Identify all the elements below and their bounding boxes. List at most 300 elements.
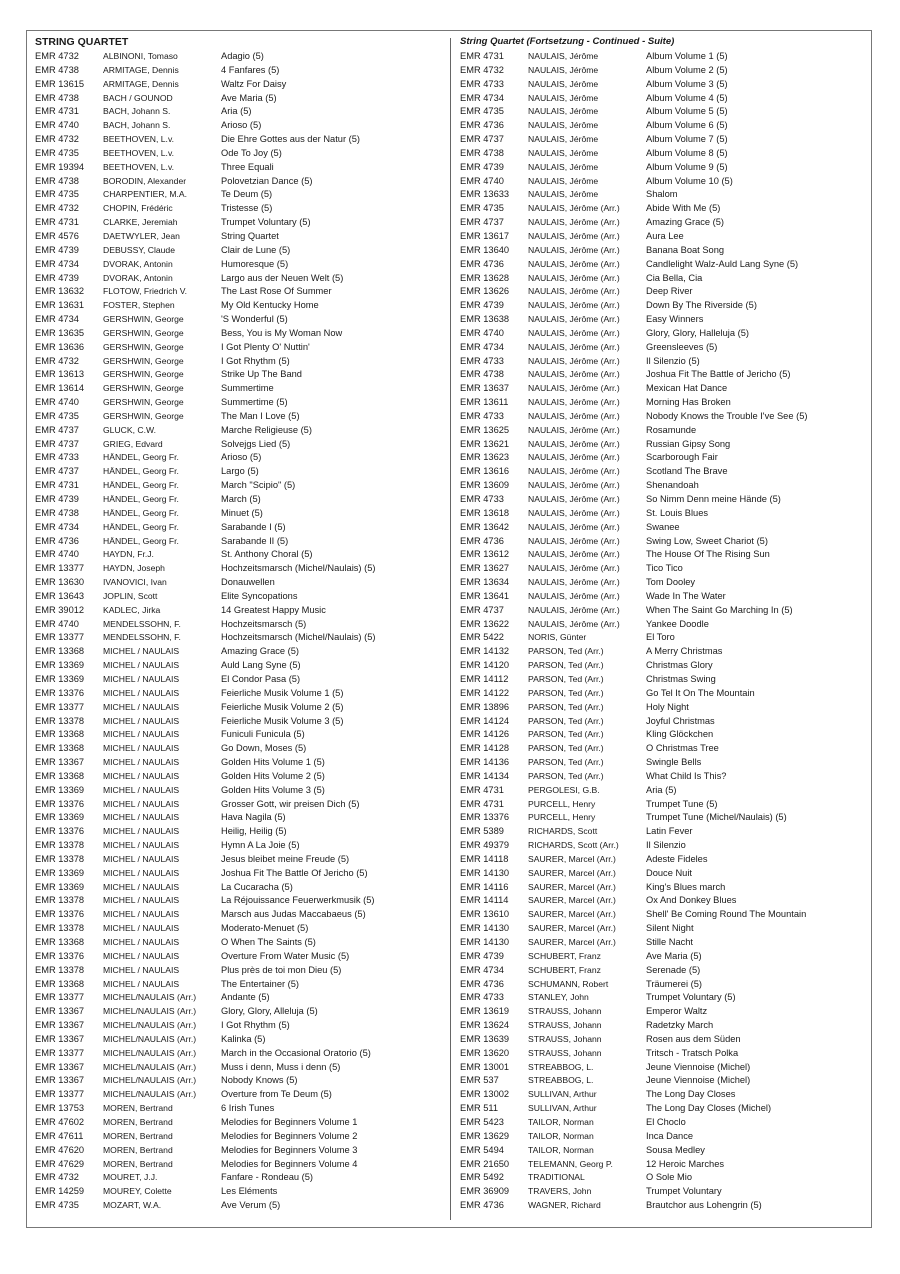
piece-title: Golden Hits Volume 3 (5) [221,784,325,795]
piece-title: Shell' Be Coming Round The Mountain [646,909,807,920]
catalog-row [35,853,445,867]
catalog-number: EMR 13622 [460,618,510,629]
catalog-number: EMR 14134 [460,770,510,781]
catalog-row [460,728,865,742]
composer-name: NAULAIS, Jérôme (Arr.) [528,327,620,338]
right-column [460,34,865,1213]
catalog-row [35,701,445,715]
composer-name: NAULAIS, Jérôme (Arr.) [528,258,620,269]
composer-name: WAGNER, Richard [528,1200,601,1211]
composer-name: NAULAIS, Jérôme [528,189,599,200]
piece-title: Album Volume 7 (5) [646,134,728,145]
composer-name: MICHEL/NAULAIS (Arr.) [103,1006,197,1017]
piece-title: Polovetzian Dance (5) [221,175,313,186]
piece-title: Hymn A La Joie (5) [221,840,300,851]
composer-name: MICHEL / NAULAIS [103,867,180,878]
piece-title: Melodies for Beginners Volume 3 [221,1144,358,1155]
composer-name: MICHEL / NAULAIS [103,687,180,698]
catalog-number: EMR 4738 [35,92,79,103]
composer-name: NAULAIS, Jérôme (Arr.) [528,272,620,283]
catalog-row [35,1088,445,1102]
catalog-number: EMR 13625 [460,424,510,435]
piece-title: Adagio (5) [221,51,264,61]
composer-name: PARSON, Ted (Arr.) [528,729,604,740]
piece-title: What Child Is This? [646,770,727,781]
composer-name: PARSON, Ted (Arr.) [528,687,604,698]
catalog-number: EMR 13377 [35,1047,85,1058]
piece-title: Feierliche Musik Volume 3 (5) [221,715,344,726]
catalog-row [460,424,865,438]
catalog-row [460,105,865,119]
catalog-row [35,382,445,396]
catalog-row [460,327,865,341]
piece-title: Kalinka (5) [221,1033,266,1044]
composer-name: MICHEL / NAULAIS [103,909,180,920]
catalog-row [460,1158,865,1172]
catalog-row [460,133,865,147]
catalog-number: EMR 13376 [35,798,85,809]
catalog-number: EMR 13367 [35,1075,85,1086]
catalog-row [460,645,865,659]
catalog-number: EMR 13367 [35,757,85,768]
catalog-number: EMR 13376 [35,909,85,920]
catalog-number: EMR 5422 [460,632,504,643]
piece-title: Ox And Donkey Blues [646,895,737,906]
composer-name: DVORAK, Antonin [103,272,173,283]
piece-title: 'S Wonderful (5) [221,314,288,325]
catalog-number: EMR 4737 [460,217,504,228]
composer-name: SAURER, Marcel (Arr.) [528,853,616,864]
composer-name: NAULAIS, Jérôme (Arr.) [528,577,620,588]
catalog-row [460,881,865,895]
composer-name: MICHEL/NAULAIS (Arr.) [103,1075,197,1086]
catalog-row [35,133,445,147]
piece-title: Fanfare - Rondeau (5) [221,1172,313,1183]
composer-name: NAULAIS, Jérôme (Arr.) [528,341,620,352]
composer-name: MOREN, Bertrand [103,1103,173,1114]
catalog-row [35,535,445,549]
catalog-row [35,784,445,798]
catalog-number: EMR 13631 [35,300,85,311]
catalog-row [460,355,865,369]
piece-title: Plus près de toi mon Dieu (5) [221,964,342,975]
piece-title: A Merry Christmas [646,646,723,657]
catalog-number: EMR 4735 [460,106,504,117]
catalog-row [35,548,445,562]
catalog-number: EMR 13369 [35,673,85,684]
piece-title: Christmas Glory [646,660,713,671]
piece-title: Die Ehre Gottes aus der Natur (5) [221,134,360,145]
piece-title: Radetzky March [646,1020,714,1031]
catalog-number: EMR 13377 [35,632,85,643]
piece-title: St. Louis Blues [646,507,709,518]
catalog-row [460,1005,865,1019]
catalog-row [460,991,865,1005]
catalog-row [35,839,445,853]
catalog-row [35,244,445,258]
catalog-number: EMR 4740 [35,549,79,560]
composer-name: GRIEG, Edvard [103,438,163,449]
composer-name: TELEMANN, Georg P. [528,1158,613,1169]
catalog-row [35,1074,445,1088]
catalog-row [35,341,445,355]
catalog-number: EMR 4734 [460,964,504,975]
catalog-number: EMR 4731 [35,480,79,491]
composer-name: GERSHWIN, George [103,383,184,394]
catalog-row [35,715,445,729]
catalog-number: EMR 13624 [460,1020,510,1031]
piece-title: Donauwellen [221,577,275,588]
catalog-row [460,1199,865,1213]
piece-title: Glory, Glory, Halleluja (5) [646,327,749,338]
composer-name: NAULAIS, Jérôme (Arr.) [528,549,620,560]
catalog-row [35,576,445,590]
composer-name: PARSON, Ted (Arr.) [528,660,604,671]
catalog-number: EMR 14128 [460,743,510,754]
composer-name: FLOTOW, Friedrich V. [103,286,188,297]
catalog-number: EMR 4737 [460,604,504,615]
composer-name: NAULAIS, Jérôme (Arr.) [528,563,620,574]
catalog-row [460,562,865,576]
composer-name: SULLIVAN, Arthur [528,1089,597,1100]
catalog-row [35,964,445,978]
catalog-row [460,1088,865,1102]
piece-title: Holy Night [646,701,689,712]
composer-name: MOREN, Bertrand [103,1158,173,1169]
catalog-row [460,230,865,244]
catalog-number: EMR 13626 [460,286,510,297]
catalog-row [35,521,445,535]
catalog-number: EMR 4735 [35,147,79,158]
composer-name: TAILOR, Norman [528,1144,594,1155]
piece-title: Nobody Knows (5) [221,1075,298,1086]
catalog-row [460,272,865,286]
section-heading: STRING QUARTET [35,36,129,48]
composer-name: HAYDN, Fr.J. [103,549,154,560]
catalog-row [460,908,865,922]
catalog-row [35,659,445,673]
composer-name: SCHUMANN, Robert [528,978,609,989]
composer-name: MICHEL / NAULAIS [103,798,180,809]
composer-name: NAULAIS, Jérôme [528,106,599,117]
piece-title: Amazing Grace (5) [646,217,725,228]
catalog-number: EMR 13378 [35,853,85,864]
catalog-row [35,631,445,645]
composer-name: MICHEL / NAULAIS [103,784,180,795]
composer-name: NAULAIS, Jérôme (Arr.) [528,286,620,297]
catalog-number: EMR 13619 [460,1006,510,1017]
piece-title: Album Volume 1 (5) [646,51,728,61]
catalog-number: EMR 4737 [460,134,504,145]
catalog-row [460,438,865,452]
composer-name: NAULAIS, Jérôme (Arr.) [528,244,620,255]
piece-title: Feierliche Musik Volume 1 (5) [221,687,344,698]
piece-title: Grosser Gott, wir preisen Dich (5) [221,798,360,809]
composer-name: ALBINONI, Tomaso [103,51,178,61]
piece-title: Ave Maria (5) [646,950,702,961]
catalog-row [35,618,445,632]
catalog-row [35,105,445,119]
piece-title: Arioso (5) [221,120,262,131]
composer-name: STREABBOG, L. [528,1075,594,1086]
catalog-number: EMR 13620 [460,1047,510,1058]
piece-title: Album Volume 10 (5) [646,175,733,186]
catalog-row [35,507,445,521]
catalog-number: EMR 5494 [460,1144,504,1155]
composer-name: MOURET, J.J. [103,1172,158,1183]
piece-title: Morning Has Broken [646,397,731,408]
catalog-row [35,327,445,341]
catalog-row [35,78,445,92]
catalog-row [35,1019,445,1033]
piece-title: Silent Night [646,923,694,934]
composer-name: MICHEL/NAULAIS (Arr.) [103,1033,197,1044]
piece-title: Moderato-Menuet (5) [221,923,309,934]
catalog-number: EMR 13369 [35,784,85,795]
piece-title: Brautchor aus Lohengrin (5) [646,1200,762,1211]
catalog-row [35,1130,445,1144]
composer-name: MICHEL / NAULAIS [103,923,180,934]
composer-name: PARSON, Ted (Arr.) [528,701,604,712]
composer-name: BEETHOVEN, L.v. [103,147,174,158]
catalog-row [35,50,445,64]
composer-name: MICHEL/NAULAIS (Arr.) [103,1047,197,1058]
piece-title: The Entertainer (5) [221,978,300,989]
composer-name: MICHEL / NAULAIS [103,978,180,989]
piece-title: Melodies for Beginners Volume 4 [221,1158,358,1169]
catalog-number: EMR 13617 [460,230,510,241]
catalog-number: EMR 4733 [460,78,504,89]
composer-name: NAULAIS, Jérôme (Arr.) [528,618,620,629]
composer-name: SCHUBERT, Franz [528,964,601,975]
composer-name: TRADITIONAL [528,1172,585,1183]
catalog-number: EMR 13378 [35,964,85,975]
piece-title: Melodies for Beginners Volume 1 [221,1116,358,1127]
catalog-row [35,119,445,133]
catalog-row [460,78,865,92]
piece-title: Yankee Doodle [646,618,709,629]
composer-name: HÄNDEL, Georg Fr. [103,507,179,518]
catalog-row [460,1171,865,1185]
composer-name: NAULAIS, Jérôme (Arr.) [528,535,620,546]
catalog-number: EMR 4738 [35,64,79,75]
catalog-number: EMR 4739 [460,161,504,172]
catalog-row [460,188,865,202]
catalog-row [460,784,865,798]
composer-name: MICHEL / NAULAIS [103,950,180,961]
catalog-number: EMR 13634 [460,577,510,588]
catalog-row [460,548,865,562]
catalog-number: EMR 4738 [35,507,79,518]
piece-title: Aria (5) [646,784,677,795]
catalog-row [460,825,865,839]
catalog-number: EMR 4731 [460,798,504,809]
catalog-number: EMR 47629 [35,1158,85,1169]
piece-title: Arioso (5) [221,452,262,463]
piece-title: Nobody Knows the Trouble I've See (5) [646,410,808,421]
composer-name: SULLIVAN, Arthur [528,1103,597,1114]
catalog-number: EMR 4737 [35,466,79,477]
catalog-number: EMR 13614 [35,383,85,394]
piece-title: Album Volume 3 (5) [646,78,728,89]
composer-name: NAULAIS, Jérôme [528,147,599,158]
catalog-number: EMR 5389 [460,826,504,837]
catalog-row [460,507,865,521]
column-divider [450,38,451,1220]
catalog-number: EMR 537 [460,1075,499,1086]
catalog-row [460,451,865,465]
catalog-number: EMR 4737 [35,438,79,449]
catalog-number: EMR 13377 [35,563,85,574]
composer-name: NAULAIS, Jérôme (Arr.) [528,466,620,477]
catalog-row [35,1185,445,1199]
piece-title: Les Eléments [221,1186,278,1197]
catalog-number: EMR 13632 [35,286,85,297]
catalog-row [460,673,865,687]
piece-title: El Toro [646,632,675,643]
catalog-row [460,161,865,175]
piece-title: Trumpet Voluntary [646,1186,722,1197]
composer-name: NAULAIS, Jérôme (Arr.) [528,355,620,366]
catalog-number: EMR 13368 [35,729,85,740]
piece-title: The House Of The Rising Sun [646,549,770,560]
catalog-row [460,368,865,382]
catalog-row [35,604,445,618]
catalog-number: EMR 13001 [460,1061,510,1072]
composer-name: HÄNDEL, Georg Fr. [103,480,179,491]
piece-title: Marche Religieuse (5) [221,424,312,435]
piece-title: O When The Saints (5) [221,937,316,947]
catalog-number: EMR 13896 [460,701,510,712]
catalog-number: EMR 13753 [35,1103,85,1114]
composer-name: PARSON, Ted (Arr.) [528,715,604,726]
composer-name: MICHEL / NAULAIS [103,743,180,754]
piece-title: El Condor Pasa (5) [221,673,301,684]
catalog-number: EMR 4740 [35,618,79,629]
piece-title: The Long Day Closes (Michel) [646,1103,772,1114]
catalog-number: EMR 4739 [35,272,79,283]
piece-title: The Last Rose Of Summer [221,286,332,297]
composer-name: BACH, Johann S. [103,106,171,117]
composer-name: STRAUSS, Johann [528,1020,602,1031]
catalog-row [460,382,865,396]
catalog-row [35,479,445,493]
catalog-row [460,50,865,64]
piece-title: Overture From Water Music (5) [221,950,350,961]
catalog-number: EMR 14130 [460,937,510,947]
composer-name: PURCELL, Henry [528,798,596,809]
catalog-number: EMR 13369 [35,881,85,892]
catalog-row [35,175,445,189]
catalog-row [460,535,865,549]
composer-name: SAURER, Marcel (Arr.) [528,867,616,878]
piece-title: Serenade (5) [646,964,701,975]
composer-name: MOZART, W.A. [103,1200,162,1211]
catalog-number: EMR 13377 [35,1089,85,1100]
catalog-number: EMR 13376 [460,812,510,823]
catalog-number: EMR 4734 [460,92,504,103]
catalog-number: EMR 4732 [35,134,79,145]
catalog-number: EMR 4736 [460,120,504,131]
catalog-row [460,92,865,106]
piece-title: Shenandoah [646,480,699,491]
catalog-row [460,770,865,784]
catalog-number: EMR 13367 [35,1061,85,1072]
composer-name: HÄNDEL, Georg Fr. [103,466,179,477]
continued-heading: String Quartet (Fortsetzung - Continued - Suite) [460,36,675,47]
catalog-number: EMR 4735 [35,410,79,421]
composer-name: MENDELSSOHN, F. [103,632,181,643]
piece-title: Marsch aus Judas Maccabaeus (5) [221,909,366,920]
catalog-number: EMR 4731 [35,106,79,117]
composer-name: BACH, Johann S. [103,120,171,131]
catalog-number: EMR 14126 [460,729,510,740]
piece-title: So Nimm Denn meine Hände (5) [646,494,781,504]
catalog-row [460,756,865,770]
piece-title: March in the Occasional Oratorio (5) [221,1047,371,1058]
catalog-number: EMR 4738 [35,175,79,186]
composer-name: NAULAIS, Jérôme (Arr.) [528,424,620,435]
composer-name: RICHARDS, Scott [528,826,598,837]
catalog-row [460,313,865,327]
piece-title: Sarabande I (5) [221,521,286,532]
piece-title: 6 Irish Tunes [221,1103,275,1114]
composer-name: NAULAIS, Jérôme (Arr.) [528,217,620,228]
piece-title: Ave Verum (5) [221,1200,281,1211]
catalog-number: EMR 4736 [460,1200,504,1211]
catalog-row [35,410,445,424]
piece-title: Emperor Waltz [646,1006,708,1017]
composer-name: NAULAIS, Jérôme (Arr.) [528,397,620,408]
catalog-number: EMR 4733 [460,355,504,366]
catalog-row [460,631,865,645]
piece-title: Go Down, Moses (5) [221,743,307,754]
catalog-number: EMR 13643 [35,590,85,601]
catalog-number: EMR 47602 [35,1116,85,1127]
composer-name: NAULAIS, Jérôme (Arr.) [528,369,620,380]
catalog-row [35,811,445,825]
composer-name: ARMITAGE, Dennis [103,78,179,89]
composer-name: NAULAIS, Jérôme (Arr.) [528,438,620,449]
piece-title: Aura Lee [646,230,684,241]
catalog-row [35,1061,445,1075]
catalog-number: EMR 13369 [35,812,85,823]
catalog-row [460,202,865,216]
composer-name: TAILOR, Norman [528,1130,594,1141]
piece-title: Trumpet Voluntary (5) [221,217,311,228]
catalog-row [35,1144,445,1158]
catalog-number: EMR 4735 [35,1200,79,1211]
catalog-row [35,936,445,950]
catalog-number: EMR 13367 [35,1020,85,1031]
composer-name: GERSHWIN, George [103,314,184,325]
composer-name: MICHEL / NAULAIS [103,701,180,712]
catalog-row [460,853,865,867]
catalog-number: EMR 4739 [35,494,79,504]
catalog-number: EMR 13376 [35,687,85,698]
catalog-row [460,867,865,881]
catalog-row [35,770,445,784]
piece-title: My Old Kentucky Home [221,300,319,311]
composer-name: GERSHWIN, George [103,341,184,352]
catalog-row [35,922,445,936]
composer-name: PARSON, Ted (Arr.) [528,770,604,781]
catalog-row [460,618,865,632]
composer-name: GERSHWIN, George [103,369,184,380]
piece-title: Album Volume 4 (5) [646,92,728,103]
catalog-row [35,881,445,895]
catalog-number: EMR 4737 [35,424,79,435]
